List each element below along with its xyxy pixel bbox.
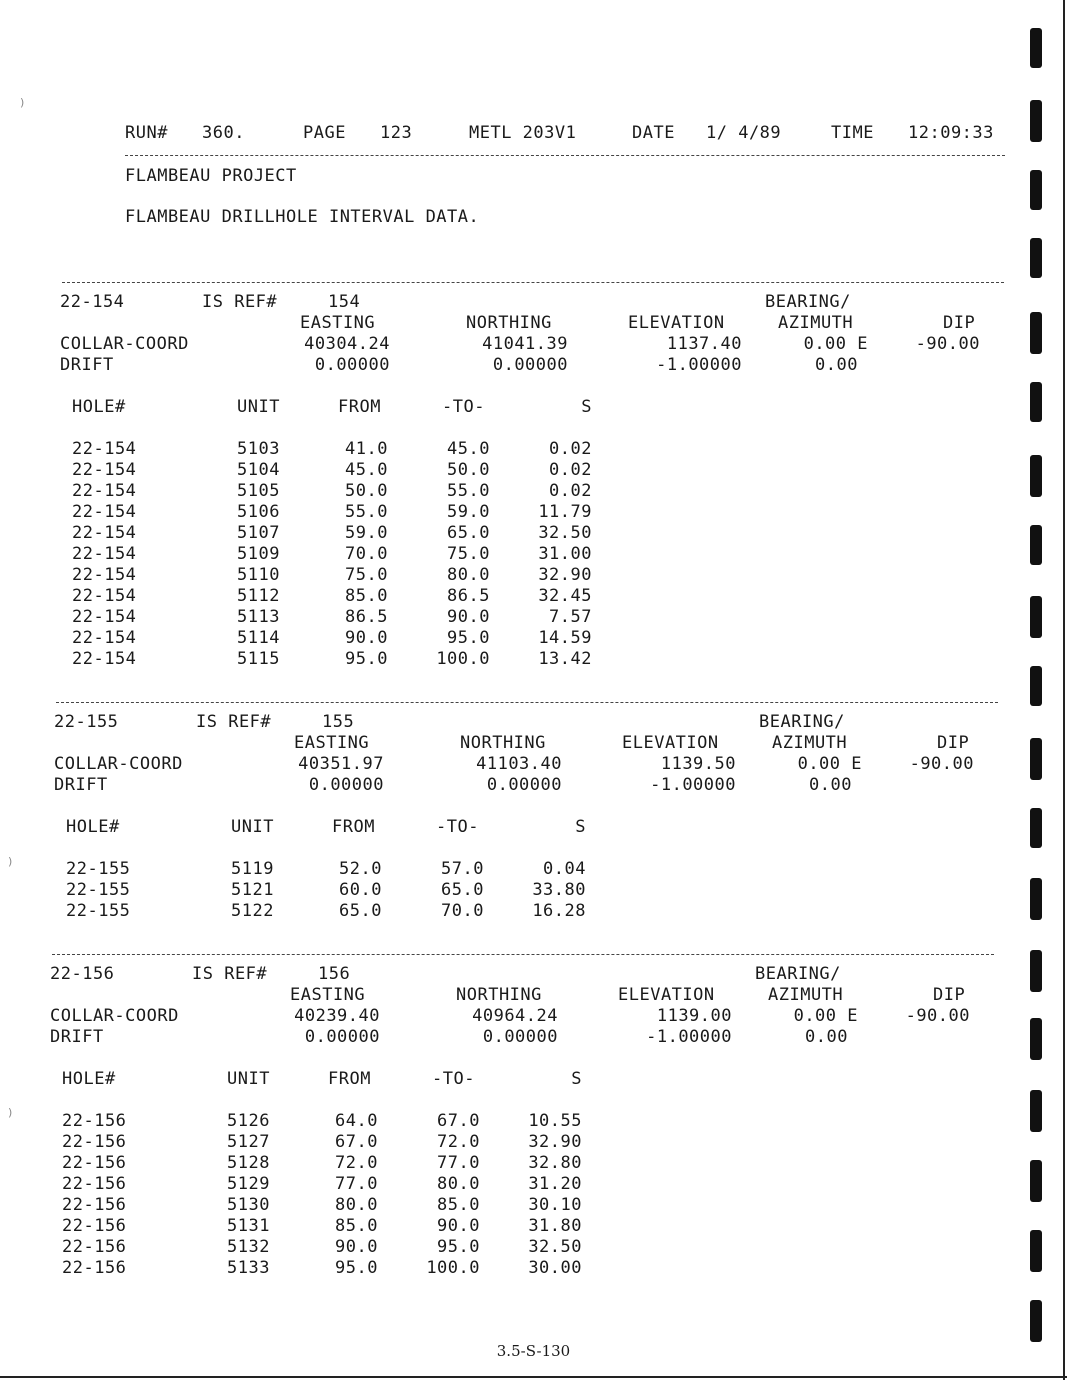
row-s: 0.04	[543, 859, 586, 879]
row-to: 75.0	[447, 544, 490, 564]
row-from: 45.0	[345, 460, 388, 480]
row-from: 86.5	[345, 607, 388, 627]
col-from-header: FROM	[338, 397, 381, 417]
collar-label: COLLAR-COORD	[54, 754, 183, 774]
row-from: 64.0	[335, 1111, 378, 1131]
registration-mark	[1030, 1090, 1042, 1132]
row-unit: 5103	[237, 439, 280, 459]
drift-easting: 0.00000	[314, 355, 390, 375]
row-from: 75.0	[345, 565, 388, 585]
row-unit: 5119	[231, 859, 274, 879]
registration-mark	[1030, 666, 1042, 706]
metl-code: METL 203V1	[469, 123, 577, 143]
row-hole: 22-156	[62, 1153, 127, 1173]
azimuth-header: AZIMUTH	[778, 313, 854, 333]
ref-number: 155	[322, 712, 355, 732]
drift-elevation: -1.00000	[656, 355, 742, 375]
row-hole: 22-154	[72, 460, 137, 480]
row-hole: 22-156	[62, 1111, 127, 1131]
collar-elevation: 1139.00	[656, 1006, 732, 1026]
azimuth-header: AZIMUTH	[772, 733, 848, 753]
drift-label: DRIFT	[50, 1027, 104, 1047]
page-right-edge	[1063, 0, 1065, 1380]
row-to: 67.0	[437, 1111, 480, 1131]
collar-northing: 41103.40	[476, 754, 562, 774]
page-label: PAGE	[303, 123, 346, 143]
row-to: 65.0	[447, 523, 490, 543]
drift-northing: 0.00000	[482, 1027, 558, 1047]
date-value: 1/ 4/89	[706, 123, 782, 143]
run-label: RUN#	[125, 123, 168, 143]
row-from: 60.0	[339, 880, 382, 900]
col-to-header: -TO-	[432, 1069, 475, 1089]
row-unit: 5131	[227, 1216, 270, 1236]
collar-label: COLLAR-COORD	[50, 1006, 179, 1026]
row-unit: 5122	[231, 901, 274, 921]
row-from: 52.0	[339, 859, 382, 879]
row-to: 80.0	[437, 1174, 480, 1194]
row-s: 10.55	[528, 1111, 582, 1131]
bearing-label: BEARING/	[765, 292, 851, 312]
col-unit-header: UNIT	[231, 817, 274, 837]
row-s: 0.02	[549, 481, 592, 501]
row-unit: 5113	[237, 607, 280, 627]
row-hole: 22-155	[66, 880, 131, 900]
row-unit: 5132	[227, 1237, 270, 1257]
registration-mark	[1030, 878, 1042, 920]
northing-header: NORTHING	[456, 985, 542, 1005]
row-unit: 5109	[237, 544, 280, 564]
registration-mark	[1030, 28, 1042, 68]
row-to: 70.0	[441, 901, 484, 921]
hole-id: 22-154	[60, 292, 125, 312]
registration-mark	[1030, 738, 1042, 780]
drift-easting: 0.00000	[304, 1027, 380, 1047]
collar-easting: 40239.40	[294, 1006, 380, 1026]
margin-tick: )	[20, 96, 25, 109]
row-from: 95.0	[345, 649, 388, 669]
row-hole: 22-154	[72, 565, 137, 585]
row-hole: 22-156	[62, 1195, 127, 1215]
col-unit-header: UNIT	[237, 397, 280, 417]
row-from: 65.0	[339, 901, 382, 921]
row-s: 7.57	[549, 607, 592, 627]
bearing-label: BEARING/	[755, 964, 841, 984]
margin-tick: )	[8, 855, 13, 868]
row-unit: 5128	[227, 1153, 270, 1173]
margin-tick: )	[8, 1106, 13, 1119]
collar-easting: 40351.97	[298, 754, 384, 774]
registration-mark	[1030, 525, 1042, 565]
row-to: 72.0	[437, 1132, 480, 1152]
registration-mark	[1030, 100, 1042, 142]
date-label: DATE	[632, 123, 675, 143]
col-from-header: FROM	[328, 1069, 371, 1089]
row-from: 85.0	[335, 1216, 378, 1236]
section-divider	[52, 954, 994, 955]
row-s: 0.02	[549, 460, 592, 480]
time-value: 12:09:33	[908, 123, 994, 143]
section-divider	[56, 702, 998, 703]
row-hole: 22-156	[62, 1216, 127, 1236]
row-unit: 5127	[227, 1132, 270, 1152]
row-hole: 22-155	[66, 901, 131, 921]
project-title: FLAMBEAU PROJECT	[125, 166, 297, 186]
row-from: 90.0	[345, 628, 388, 648]
row-unit: 5130	[227, 1195, 270, 1215]
row-unit: 5115	[237, 649, 280, 669]
row-from: 70.0	[345, 544, 388, 564]
hole-id: 22-155	[54, 712, 119, 732]
bearing-label: BEARING/	[759, 712, 845, 732]
row-unit: 5104	[237, 460, 280, 480]
row-s: 32.90	[528, 1132, 582, 1152]
northing-header: NORTHING	[466, 313, 552, 333]
drift-azimuth: 0.00	[809, 775, 852, 795]
section-divider	[62, 282, 1004, 283]
row-s: 30.00	[528, 1258, 582, 1278]
drift-azimuth: 0.00	[805, 1027, 848, 1047]
row-s: 30.10	[528, 1195, 582, 1215]
row-unit: 5107	[237, 523, 280, 543]
row-from: 41.0	[345, 439, 388, 459]
page-footer: 3.5-S-130	[496, 1342, 571, 1360]
drift-northing: 0.00000	[486, 775, 562, 795]
registration-mark	[1030, 238, 1042, 278]
run-number: 360.	[202, 123, 245, 143]
drift-elevation: -1.00000	[646, 1027, 732, 1047]
row-to: 55.0	[447, 481, 490, 501]
dip-header: DIP	[943, 313, 976, 333]
easting-header: EASTING	[290, 985, 366, 1005]
row-to: 59.0	[447, 502, 490, 522]
col-hole-header: HOLE#	[72, 397, 126, 417]
row-from: 55.0	[345, 502, 388, 522]
is-ref-label: IS REF#	[192, 964, 268, 984]
row-to: 85.0	[437, 1195, 480, 1215]
row-s: 31.00	[538, 544, 592, 564]
header-divider	[125, 155, 1005, 156]
row-from: 85.0	[345, 586, 388, 606]
row-s: 13.42	[538, 649, 592, 669]
row-hole: 22-156	[62, 1237, 127, 1257]
row-from: 90.0	[335, 1237, 378, 1257]
collar-northing: 40964.24	[472, 1006, 558, 1026]
row-to: 86.5	[447, 586, 490, 606]
row-s: 32.90	[538, 565, 592, 585]
row-from: 77.0	[335, 1174, 378, 1194]
row-unit: 5133	[227, 1258, 270, 1278]
elevation-header: ELEVATION	[622, 733, 719, 753]
registration-mark	[1030, 950, 1042, 992]
registration-mark	[1030, 170, 1042, 210]
collar-azimuth: 0.00 E	[803, 334, 868, 354]
row-hole: 22-154	[72, 502, 137, 522]
registration-mark	[1030, 1018, 1042, 1060]
registration-mark	[1030, 382, 1042, 422]
registration-mark	[1030, 1230, 1042, 1272]
row-to: 100.0	[426, 1258, 480, 1278]
row-to: 100.0	[436, 649, 490, 669]
easting-header: EASTING	[294, 733, 370, 753]
drift-label: DRIFT	[54, 775, 108, 795]
row-s: 32.45	[538, 586, 592, 606]
row-from: 80.0	[335, 1195, 378, 1215]
col-s-header: S	[581, 397, 592, 417]
row-from: 95.0	[335, 1258, 378, 1278]
report-subtitle: FLAMBEAU DRILLHOLE INTERVAL DATA.	[125, 207, 480, 227]
row-to: 50.0	[447, 460, 490, 480]
row-hole: 22-154	[72, 649, 137, 669]
row-to: 95.0	[447, 628, 490, 648]
drift-label: DRIFT	[60, 355, 114, 375]
row-from: 72.0	[335, 1153, 378, 1173]
northing-header: NORTHING	[460, 733, 546, 753]
row-s: 31.80	[528, 1216, 582, 1236]
collar-dip: -90.00	[909, 754, 974, 774]
row-s: 32.80	[528, 1153, 582, 1173]
row-hole: 22-154	[72, 439, 137, 459]
row-s: 31.20	[528, 1174, 582, 1194]
col-to-header: -TO-	[442, 397, 485, 417]
col-s-header: S	[571, 1069, 582, 1089]
row-to: 95.0	[437, 1237, 480, 1257]
row-hole: 22-156	[62, 1132, 127, 1152]
row-hole: 22-154	[72, 607, 137, 627]
drift-azimuth: 0.00	[815, 355, 858, 375]
row-to: 65.0	[441, 880, 484, 900]
collar-azimuth: 0.00 E	[793, 1006, 858, 1026]
row-unit: 5126	[227, 1111, 270, 1131]
is-ref-label: IS REF#	[202, 292, 278, 312]
registration-mark	[1030, 808, 1042, 848]
row-unit: 5112	[237, 586, 280, 606]
registration-mark	[1030, 1160, 1042, 1202]
collar-label: COLLAR-COORD	[60, 334, 189, 354]
time-label: TIME	[831, 123, 874, 143]
drift-easting: 0.00000	[308, 775, 384, 795]
registration-mark	[1030, 1300, 1042, 1342]
collar-elevation: 1139.50	[660, 754, 736, 774]
drift-northing: 0.00000	[492, 355, 568, 375]
col-unit-header: UNIT	[227, 1069, 270, 1089]
row-s: 0.02	[549, 439, 592, 459]
col-s-header: S	[575, 817, 586, 837]
dip-header: DIP	[937, 733, 970, 753]
row-unit: 5105	[237, 481, 280, 501]
registration-mark	[1030, 455, 1042, 497]
row-hole: 22-154	[72, 481, 137, 501]
row-to: 57.0	[441, 859, 484, 879]
row-unit: 5129	[227, 1174, 270, 1194]
hole-id: 22-156	[50, 964, 115, 984]
collar-dip: -90.00	[905, 1006, 970, 1026]
ref-number: 156	[318, 964, 351, 984]
row-to: 80.0	[447, 565, 490, 585]
row-from: 67.0	[335, 1132, 378, 1152]
row-s: 14.59	[538, 628, 592, 648]
row-to: 90.0	[437, 1216, 480, 1236]
collar-easting: 40304.24	[304, 334, 390, 354]
row-to: 45.0	[447, 439, 490, 459]
azimuth-header: AZIMUTH	[768, 985, 844, 1005]
row-hole: 22-155	[66, 859, 131, 879]
col-to-header: -TO-	[436, 817, 479, 837]
row-hole: 22-154	[72, 544, 137, 564]
row-unit: 5114	[237, 628, 280, 648]
collar-dip: -90.00	[915, 334, 980, 354]
row-hole: 22-154	[72, 628, 137, 648]
row-from: 59.0	[345, 523, 388, 543]
registration-mark	[1030, 596, 1042, 638]
page-number: 123	[380, 123, 413, 143]
dip-header: DIP	[933, 985, 966, 1005]
row-s: 32.50	[528, 1237, 582, 1257]
collar-azimuth: 0.00 E	[797, 754, 862, 774]
row-s: 32.50	[538, 523, 592, 543]
col-from-header: FROM	[332, 817, 375, 837]
collar-northing: 41041.39	[482, 334, 568, 354]
row-from: 50.0	[345, 481, 388, 501]
row-unit: 5106	[237, 502, 280, 522]
col-hole-header: HOLE#	[62, 1069, 116, 1089]
row-unit: 5121	[231, 880, 274, 900]
row-unit: 5110	[237, 565, 280, 585]
row-hole: 22-154	[72, 586, 137, 606]
row-to: 77.0	[437, 1153, 480, 1173]
row-hole: 22-154	[72, 523, 137, 543]
row-s: 11.79	[538, 502, 592, 522]
ref-number: 154	[328, 292, 361, 312]
page-bottom-edge	[0, 1376, 1067, 1378]
elevation-header: ELEVATION	[628, 313, 725, 333]
elevation-header: ELEVATION	[618, 985, 715, 1005]
drift-elevation: -1.00000	[650, 775, 736, 795]
row-s: 16.28	[532, 901, 586, 921]
row-hole: 22-156	[62, 1258, 127, 1278]
col-hole-header: HOLE#	[66, 817, 120, 837]
collar-elevation: 1137.40	[666, 334, 742, 354]
row-hole: 22-156	[62, 1174, 127, 1194]
row-s: 33.80	[532, 880, 586, 900]
easting-header: EASTING	[300, 313, 376, 333]
registration-mark	[1030, 312, 1042, 354]
is-ref-label: IS REF#	[196, 712, 272, 732]
row-to: 90.0	[447, 607, 490, 627]
